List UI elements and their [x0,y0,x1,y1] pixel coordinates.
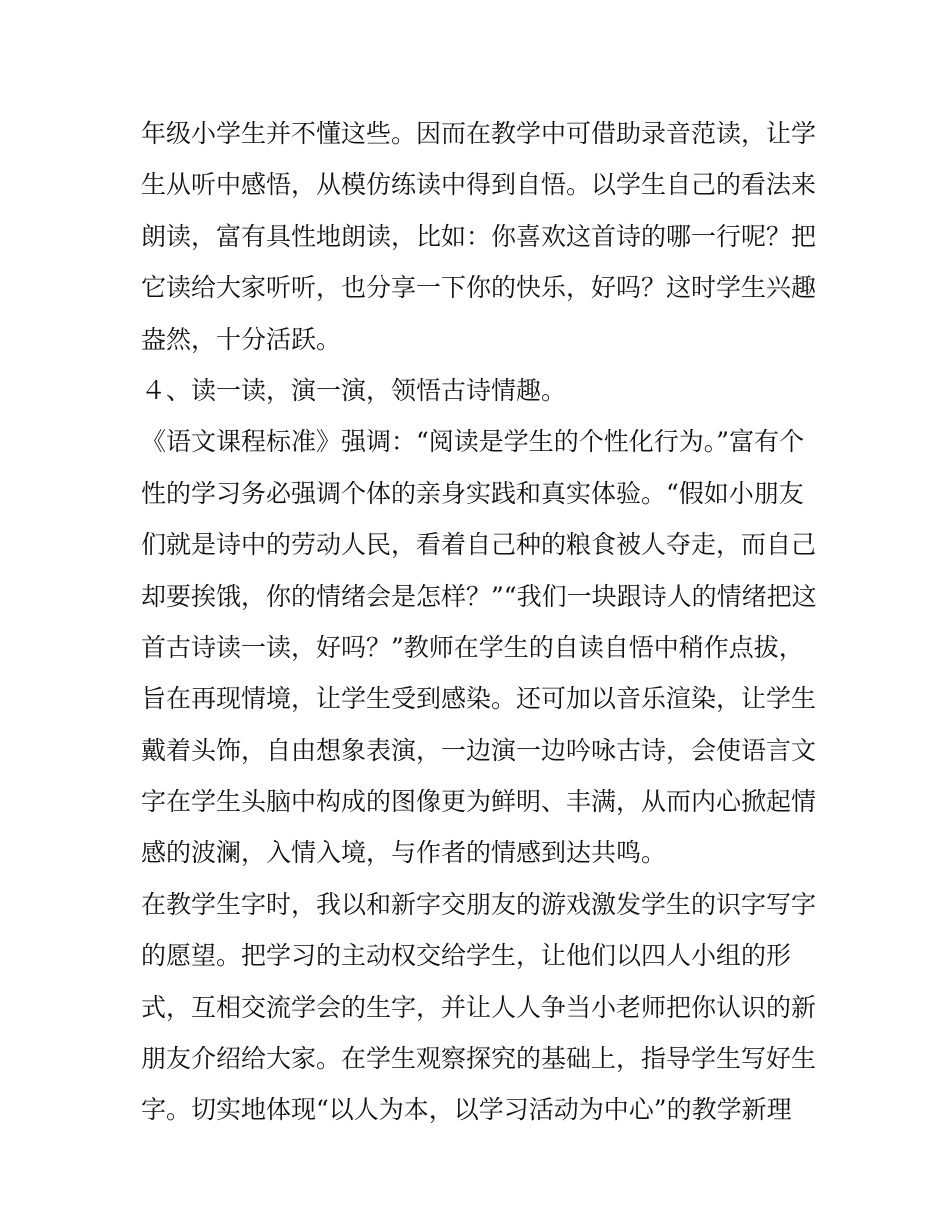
section-heading: ４、读一读，演一演，领悟古诗情趣。 [141,375,567,405]
text-line: 它读给大家听听，也分享一下你的快乐，好吗？这时学生兴趣 [141,273,817,303]
text-line: 字在学生头脑中构成的图像更为鲜明、丰满，从而内心掀起情 [141,787,817,817]
text-line: 却要挨饿，你的情绪会是怎样？”“我们一块跟诗人的情绪把这 [141,581,817,611]
document-body [141,108,821,1136]
text-line: 盎然，十分活跃。 [141,324,342,354]
text-line: 感的波澜，入情入境，与作者的情感到达共鸣。 [141,838,667,868]
text-line: 们就是诗中的劳动人民，看着自己种的粮食被人夺走，而自己 [141,530,817,560]
text-line: 旨在再现情境，让学生受到感染。还可加以音乐渲染，让学生 [141,684,817,714]
text-line: 首古诗读一读，好吗？”教师在学生的自读自悟中稍作点拔， [141,632,804,662]
text-line: 性的学习务必强调个体的亲身实践和真实体验。“假如小朋友 [141,478,804,508]
text-line: 字。切实地体现“以人为本，以学习活动为中心”的教学新理 [141,1095,792,1125]
text-line: 在教学生字时，我以和新字交朋友的游戏激发学生的识字写字 [141,889,817,919]
text-line: 戴着头饰，自由想象表演，一边演一边吟咏古诗，会使语言文 [141,735,817,765]
text-line: 的愿望。把学习的主动权交给学生，让他们以四人小组的形 [141,941,792,971]
text-line: 年级小学生并不懂这些。因而在教学中可借助录音范读，让学 [141,119,817,148]
text-line: 式，互相交流学会的生字，并让人人争当小老师把你认识的新 [141,992,817,1022]
text-line: 生从听中感悟，从模仿练读中得到自悟。以学生自己的看法来 [141,170,817,200]
text-line: 朋友介绍给大家。在学生观察探究的基础上，指导学生写好生 [141,1044,817,1074]
text-line: 朗读，富有具性地朗读，比如：你喜欢这首诗的哪一行呢？把 [141,221,817,251]
text-line: 《语文课程标准》强调：“阅读是学生的个性化行为。”富有个 [141,427,805,457]
